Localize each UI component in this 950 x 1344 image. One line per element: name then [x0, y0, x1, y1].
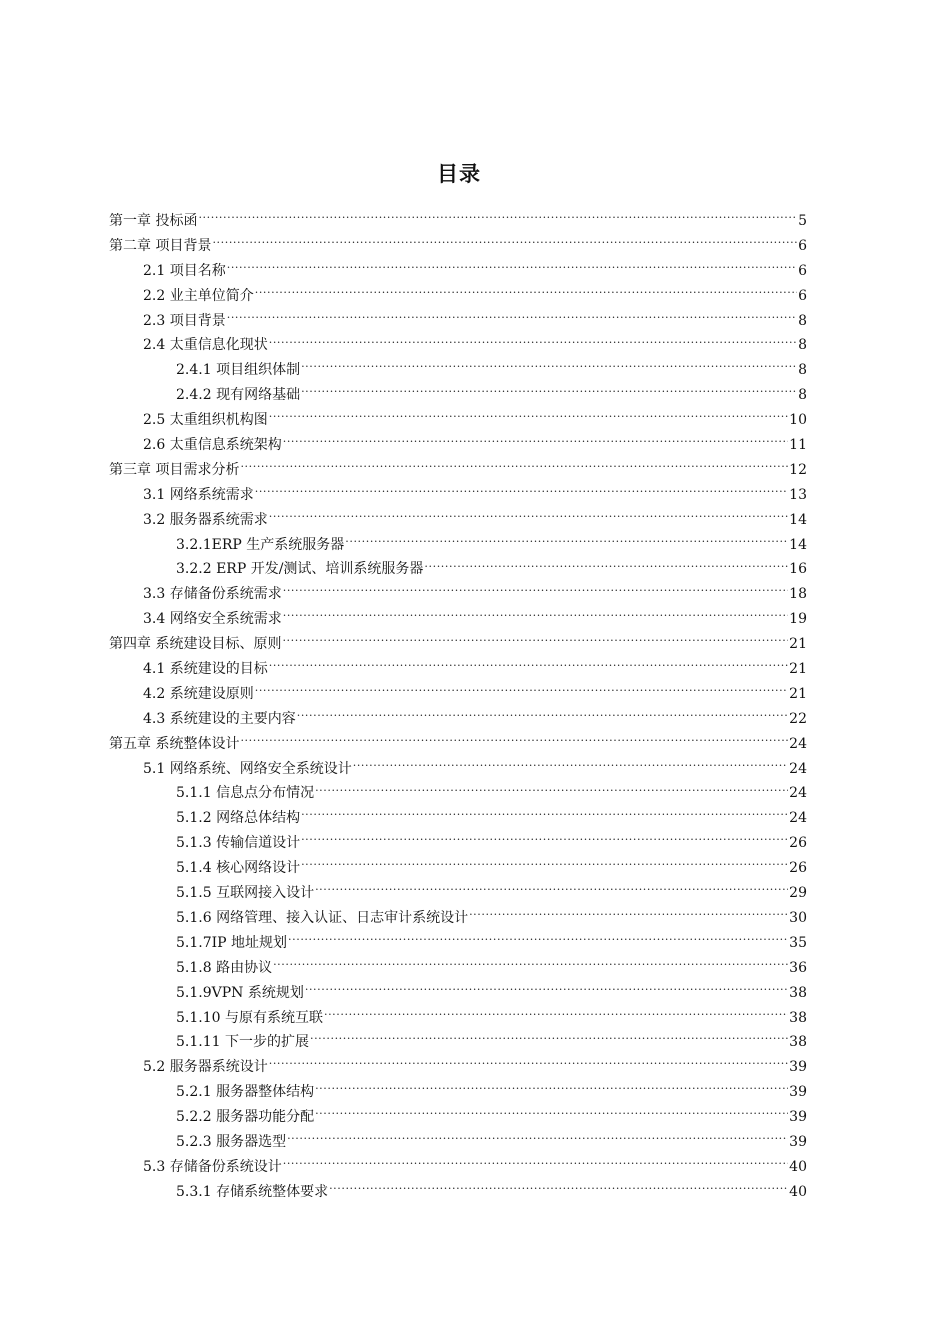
toc-dot-leader: [198, 211, 797, 225]
toc-dot-leader: [240, 734, 788, 748]
toc-entry-title: 4.1 系统建设的目标: [143, 661, 268, 678]
toc-page-number: 39: [789, 1133, 807, 1150]
toc-page-number: 12: [789, 461, 807, 478]
toc-dot-leader: [269, 510, 788, 524]
toc-page-number: 11: [789, 437, 807, 454]
toc-page-number: 35: [789, 934, 807, 951]
toc-page-number: 5: [798, 213, 807, 229]
toc-entry[interactable]: [109, 1105, 807, 1130]
toc-entry-title: 2.2 业主单位简介: [143, 287, 254, 304]
toc-dot-leader: [287, 1132, 788, 1146]
toc-entry-title: 5.1.4 核心网络设计: [176, 860, 301, 877]
toc-entry-title: 3.2.2 ERP 开发/测试、培训系统服务器: [176, 561, 424, 578]
toc-dot-leader: [212, 236, 797, 250]
toc-entry-title: 5.1.5 互联网接入设计: [176, 885, 315, 902]
toc-page-number: 30: [789, 909, 807, 926]
toc-entry-title: 第三章 项目需求分析: [109, 461, 240, 478]
toc-entry[interactable]: [109, 956, 807, 981]
toc-entry-title: 5.2.2 服务器功能分配: [176, 1109, 315, 1126]
toc-entry[interactable]: [109, 309, 807, 334]
toc-dot-leader: [315, 783, 788, 797]
toc-entry-title: 第一章 投标函: [109, 213, 198, 229]
toc-page-number: 38: [789, 984, 807, 1001]
toc-page-number: 14: [789, 511, 807, 528]
toc-page-number: 10: [789, 412, 807, 429]
toc-entry[interactable]: [109, 757, 807, 782]
toc-dot-leader: [288, 933, 788, 947]
toc-entry[interactable]: [109, 931, 807, 956]
toc-page-number: 13: [789, 486, 807, 503]
toc-entry-title: 5.3 存储备份系统设计: [143, 1158, 282, 1175]
toc-entry[interactable]: [109, 607, 807, 632]
toc-dot-leader: [255, 485, 788, 499]
toc-page-number: 26: [789, 860, 807, 877]
toc-dot-leader: [269, 659, 788, 673]
toc-dot-leader: [301, 385, 797, 399]
toc-page-number: 24: [789, 785, 807, 802]
toc-page-number: 18: [789, 586, 807, 603]
toc-dot-leader: [269, 410, 788, 424]
toc-page-number: 24: [789, 760, 807, 777]
toc-page-number: 39: [789, 1084, 807, 1101]
toc-entry-title: 5.2 服务器系统设计: [143, 1059, 268, 1076]
toc-entry-title: 第五章 系统整体设计: [109, 735, 240, 752]
toc-dot-leader: [297, 709, 788, 723]
toc-entry[interactable]: [109, 1130, 807, 1155]
toc-entry-title: 5.1.7IP 地址规划: [176, 934, 288, 951]
toc-entry[interactable]: [109, 1080, 807, 1105]
toc-entry-title: 5.1.3 传输信道设计: [176, 835, 301, 852]
toc-dot-leader: [283, 1157, 788, 1171]
toc-page-number: 22: [789, 710, 807, 727]
toc-entry[interactable]: [109, 732, 807, 757]
toc-entry-title: 5.1.2 网络总体结构: [176, 810, 301, 827]
toc-page-number: 40: [789, 1183, 807, 1200]
toc-dot-leader: [310, 1032, 788, 1046]
toc-dot-leader: [315, 1107, 788, 1121]
toc-entry[interactable]: [109, 981, 807, 1006]
toc-dot-leader: [255, 286, 797, 300]
toc-entry-title: 3.3 存储备份系统需求: [143, 586, 282, 603]
toc-page-number: 6: [798, 262, 807, 279]
toc-entry-title: 3.2 服务器系统需求: [143, 511, 268, 528]
toc-entry[interactable]: [109, 333, 807, 358]
toc-page-number: 24: [789, 810, 807, 827]
toc-page-number: 40: [789, 1158, 807, 1175]
toc-entry[interactable]: [109, 284, 807, 309]
toc-entry-title: 5.1.1 信息点分布情况: [176, 785, 315, 802]
toc-entry[interactable]: [109, 259, 807, 284]
toc-page-number: 21: [789, 636, 807, 653]
toc-entry-title: 5.3.1 存储系统整体要求: [176, 1183, 329, 1200]
toc-entry[interactable]: [109, 1055, 807, 1080]
toc-entry-title: 5.2.1 服务器整体结构: [176, 1084, 315, 1101]
toc-entry[interactable]: [109, 557, 807, 582]
toc-entry[interactable]: [109, 856, 807, 881]
toc-entry[interactable]: [109, 483, 807, 508]
toc-entry[interactable]: [109, 1006, 807, 1031]
toc-page-number: 6: [798, 237, 807, 254]
toc-dot-leader: [301, 858, 788, 872]
toc-page-number: 21: [789, 685, 807, 702]
toc-dot-leader: [469, 908, 788, 922]
toc-entry[interactable]: [109, 1030, 807, 1055]
toc-dot-leader: [345, 535, 788, 549]
toc-page-number: 29: [789, 885, 807, 902]
toc-dot-leader: [424, 559, 788, 573]
toc-dot-leader: [269, 1057, 788, 1071]
toc-entry[interactable]: [109, 209, 807, 234]
toc-page-number: 39: [789, 1059, 807, 1076]
toc-entry[interactable]: [109, 582, 807, 607]
toc-entry-title: 2.6 太重信息系统架构: [143, 437, 282, 454]
table-of-contents: [109, 209, 807, 1205]
toc-page-number: 38: [789, 1009, 807, 1026]
toc-entry-title: 5.1 网络系统、网络安全系统设计: [143, 760, 352, 777]
toc-entry-title: 3.4 网络安全系统需求: [143, 611, 282, 628]
toc-page-number: 8: [798, 312, 807, 329]
toc-entry-title: 5.1.6 网络管理、接入认证、日志审计系统设计: [176, 909, 469, 926]
toc-entry-title: 2.1 项目名称: [143, 262, 226, 279]
toc-entry-title: 第四章 系统建设目标、原则: [109, 636, 282, 653]
toc-page-number: 16: [789, 561, 807, 578]
toc-page-number: 38: [789, 1034, 807, 1051]
toc-page-number: 36: [789, 959, 807, 976]
toc-dot-leader: [283, 609, 788, 623]
toc-page-number: 21: [789, 661, 807, 678]
toc-dot-leader: [283, 435, 788, 449]
toc-dot-leader: [353, 759, 788, 773]
toc-entry[interactable]: [109, 1155, 807, 1180]
toc-dot-leader: [227, 311, 797, 325]
toc-entry-title: 3.2.1ERP 生产系统服务器: [176, 536, 345, 553]
toc-page-number: 19: [789, 611, 807, 628]
toc-page-number: 24: [789, 735, 807, 752]
toc-entry[interactable]: [109, 458, 807, 483]
toc-entry-title: 2.3 项目背景: [143, 312, 226, 329]
toc-entry[interactable]: [109, 657, 807, 682]
toc-entry-title: 2.4 太重信息化现状: [143, 337, 268, 354]
toc-entry[interactable]: [109, 234, 807, 259]
toc-entry-title: 5.1.8 路由协议: [176, 959, 273, 976]
toc-dot-leader: [240, 460, 788, 474]
toc-entry[interactable]: [109, 781, 807, 806]
toc-entry[interactable]: [109, 358, 807, 383]
toc-entry[interactable]: [109, 508, 807, 533]
toc-entry[interactable]: [109, 533, 807, 558]
toc-dot-leader: [301, 360, 797, 374]
toc-dot-leader: [273, 958, 788, 972]
toc-entry[interactable]: [109, 881, 807, 906]
toc-page-number: 8: [798, 387, 807, 404]
toc-entry[interactable]: [109, 1180, 807, 1205]
page-title: 目录: [437, 162, 481, 186]
toc-entry-title: 3.1 网络系统需求: [143, 486, 254, 503]
toc-dot-leader: [301, 833, 788, 847]
toc-page-number: 26: [789, 835, 807, 852]
toc-entry[interactable]: [109, 408, 807, 433]
toc-entry-title: 4.2 系统建设原则: [143, 685, 254, 702]
toc-page-number: 6: [798, 287, 807, 304]
toc-entry[interactable]: [109, 383, 807, 408]
toc-entry[interactable]: [109, 906, 807, 931]
toc-dot-leader: [282, 634, 788, 648]
toc-entry-title: 2.5 太重组织机构图: [143, 412, 268, 429]
toc-entry[interactable]: [109, 831, 807, 856]
toc-page-number: 14: [789, 536, 807, 553]
toc-dot-leader: [315, 1082, 788, 1096]
toc-entry-title: 2.4.1 项目组织体制: [176, 362, 301, 379]
toc-entry-title: 4.3 系统建设的主要内容: [143, 710, 296, 727]
toc-page-number: 8: [798, 362, 807, 379]
toc-dot-leader: [269, 335, 797, 349]
toc-dot-leader: [329, 1182, 788, 1196]
toc-entry-title: 第二章 项目背景: [109, 237, 212, 254]
toc-entry-title: 5.1.10 与原有系统互联: [176, 1009, 323, 1026]
toc-entry[interactable]: [109, 806, 807, 831]
toc-entry-title: 5.1.11 下一步的扩展: [176, 1034, 309, 1051]
toc-dot-leader: [227, 261, 797, 275]
toc-dot-leader: [301, 808, 788, 822]
toc-dot-leader: [315, 883, 788, 897]
toc-dot-leader: [283, 584, 788, 598]
toc-entry[interactable]: [109, 433, 807, 458]
toc-entry[interactable]: [109, 682, 807, 707]
toc-dot-leader: [305, 983, 788, 997]
toc-dot-leader: [255, 684, 788, 698]
toc-dot-leader: [324, 1008, 788, 1022]
toc-entry-title: 5.2.3 服务器选型: [176, 1133, 287, 1150]
toc-entry[interactable]: [109, 707, 807, 732]
toc-page-number: 39: [789, 1109, 807, 1126]
toc-page-number: 8: [798, 337, 807, 354]
toc-entry-title: 5.1.9VPN 系统规划: [176, 984, 304, 1001]
toc-entry-title: 2.4.2 现有网络基础: [176, 387, 301, 404]
toc-entry[interactable]: [109, 632, 807, 657]
